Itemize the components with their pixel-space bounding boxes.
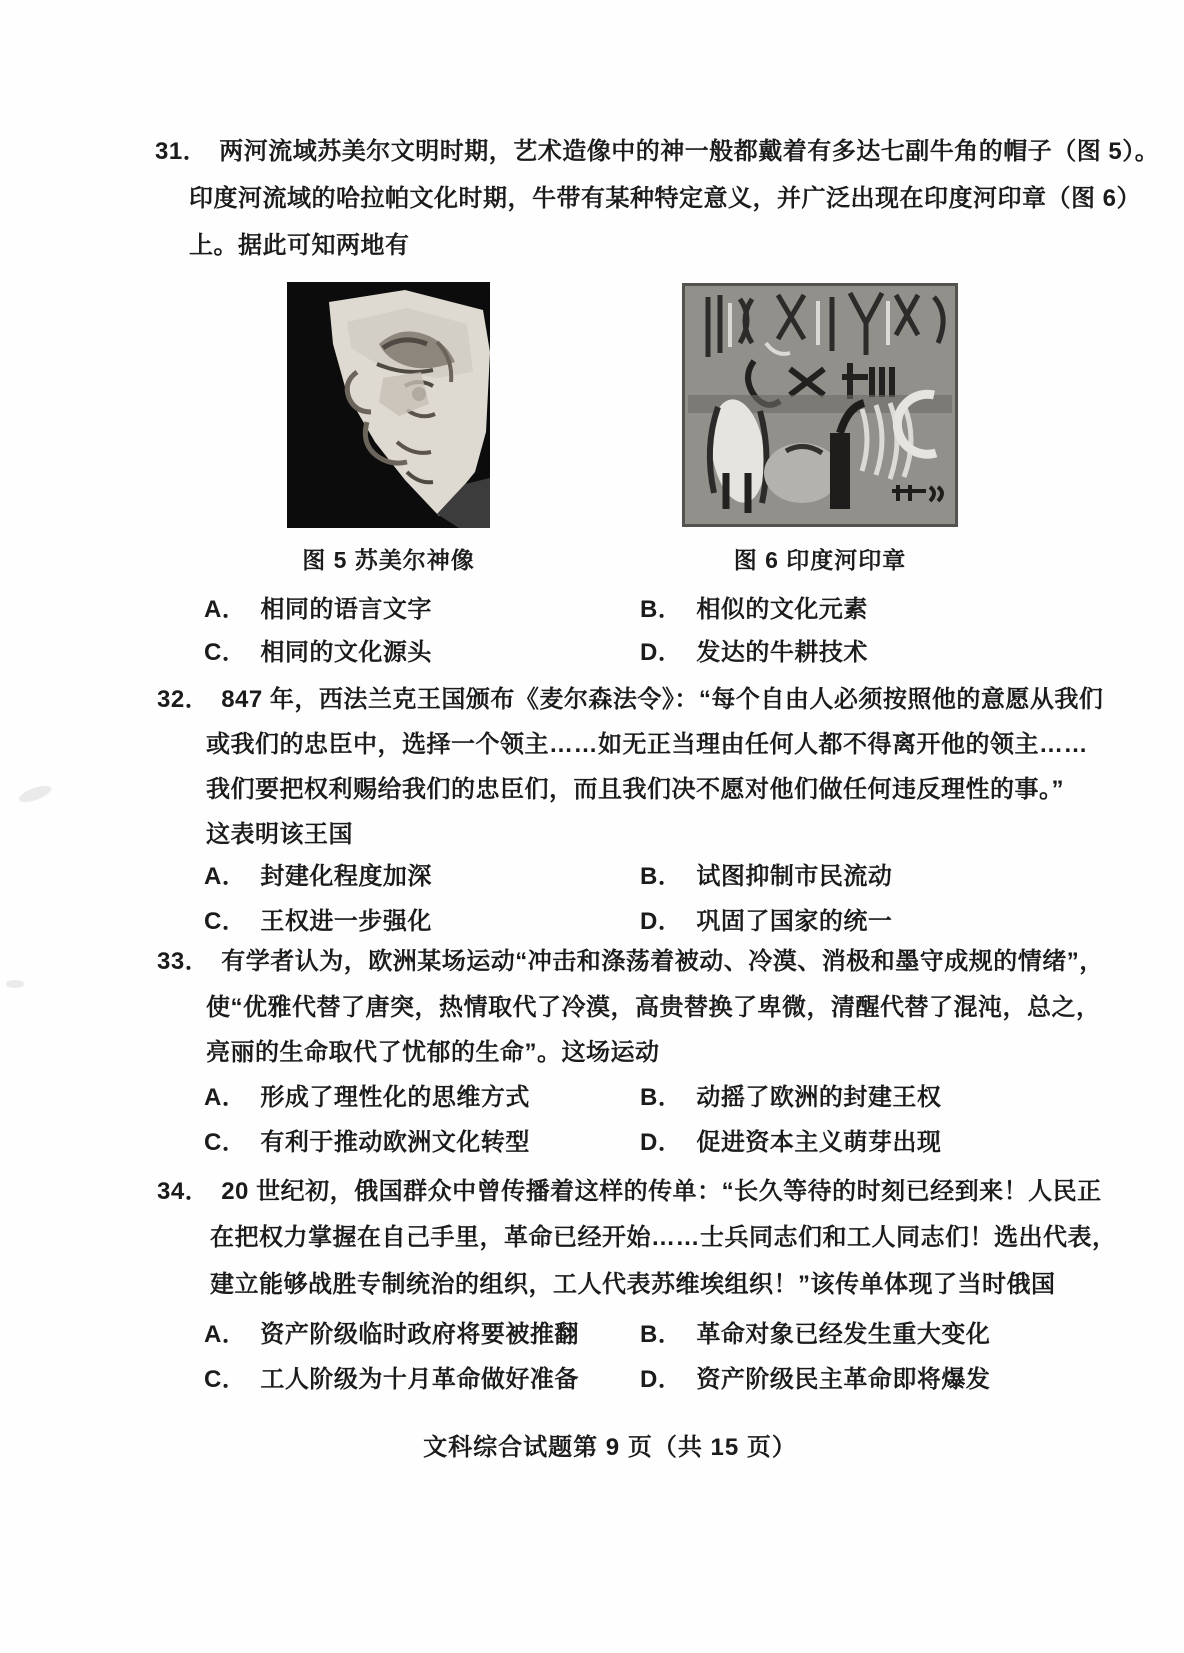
question-34-options-row-1 [0, 1318, 1184, 1352]
question-32-line-4: 这表明该王国 [206, 821, 353, 848]
q31-option-c-text: 相同的文化源头 [260, 639, 432, 666]
q33-option-a-text: 形成了理性化的思维方式 [260, 1084, 530, 1111]
sumerian-statue-drawing [287, 282, 490, 528]
q31-option-a-label: A． [204, 596, 247, 623]
question-32-options-row-2 [0, 905, 1184, 939]
question-31-text-1: 两河流域苏美尔文明时期，艺术造像中的神一般都戴着有多达七副牛角的帽子（图 5）。 [219, 138, 1160, 165]
q31-option-d-text: 发达的牛耕技术 [696, 639, 868, 666]
question-31-options-row-1 [0, 593, 1184, 627]
q34-option-b [640, 1318, 990, 1352]
q32-option-c [204, 905, 432, 939]
question-34-number: 34． [157, 1178, 210, 1205]
q33-option-a-label: A． [204, 1084, 247, 1111]
q33-option-d-label: D． [640, 1129, 683, 1156]
q34-option-a-text: 资产阶级临时政府将要被推翻 [260, 1321, 579, 1348]
q33-option-b-text: 动摇了欧洲的封建王权 [696, 1084, 942, 1111]
question-31-line-2: 印度河流域的哈拉帕文化时期，牛带有某种特定意义，并广泛出现在印度河印章（图 6） [189, 185, 1142, 212]
question-32-line-2: 或我们的忠臣中，选择一个领主……如无正当理由任何人都不得离开他的领主…… [206, 731, 1088, 758]
q32-option-c-label: C． [204, 908, 247, 935]
q33-option-d-text: 促进资本主义萌芽出现 [696, 1129, 942, 1156]
question-34-line-2: 在把权力掌握在自己手里，革命已经开始……士兵同志们和工人同志们！选出代表， [210, 1224, 1117, 1251]
q33-option-c-text: 有利于推动欧洲文化转型 [260, 1129, 530, 1156]
q33-option-c-label: C． [204, 1129, 247, 1156]
scan-smudge [6, 980, 24, 988]
scan-smudge [17, 783, 53, 806]
q33-option-d [640, 1126, 941, 1160]
page-footer: 文科综合试题第 9 页（共 15 页） [423, 1434, 797, 1461]
question-32-options-row-1 [0, 860, 1184, 894]
question-31-line-3: 上。据此可知两地有 [189, 232, 410, 259]
question-33-text-1: 有学者认为，欧洲某场运动“冲击和涤荡着被动、冷漠、消极和墨守成规的情绪”， [221, 948, 1104, 975]
q31-option-a [204, 593, 432, 627]
figure6-caption: 图 6 印度河印章 [733, 547, 907, 573]
q32-option-c-text: 王权进一步强化 [260, 908, 432, 935]
q34-option-b-text: 革命对象已经发生重大变化 [696, 1321, 991, 1348]
question-31-number: 31． [155, 138, 208, 165]
q31-option-c-label: C． [204, 639, 247, 666]
question-31-options-row-2 [0, 636, 1184, 670]
figure5-caption: 图 5 苏美尔神像 [302, 547, 475, 573]
q34-option-d-text: 资产阶级民主革命即将爆发 [696, 1366, 991, 1393]
sumerian-statue-image [287, 282, 490, 528]
q31-option-b [640, 593, 868, 627]
q32-option-a [204, 860, 432, 894]
q34-option-b-label: B． [640, 1321, 683, 1348]
q32-option-d-label: D． [640, 908, 683, 935]
q32-option-b-text: 试图抑制市民流动 [696, 863, 893, 890]
question-32-line-3: 我们要把权利赐给我们的忠臣们，而且我们决不愿对他们做任何违反理性的事。” [206, 776, 1064, 803]
q31-option-c [204, 636, 432, 670]
q34-option-c [204, 1363, 579, 1397]
question-34-options-row-2 [0, 1363, 1184, 1397]
question-32-number: 32． [157, 686, 210, 713]
q34-option-d-label: D． [640, 1366, 683, 1393]
q34-option-c-text: 工人阶级为十月革命做好准备 [260, 1366, 579, 1393]
q32-option-b [640, 860, 892, 894]
q31-option-a-text: 相同的语言文字 [260, 596, 432, 623]
q31-option-d-label: D． [640, 639, 683, 666]
question-34-line-1 [157, 1175, 1102, 1209]
question-33-number: 33． [157, 948, 210, 975]
q33-option-b-label: B． [640, 1084, 683, 1111]
q34-option-a [204, 1318, 579, 1352]
q32-option-d [640, 905, 892, 939]
question-34-text-1: 20 世纪初，俄国群众中曾传播着这样的传单：“长久等待的时刻已经到来！人民正 [221, 1178, 1102, 1205]
q31-option-b-text: 相似的文化元素 [696, 596, 868, 623]
q34-option-d [640, 1363, 990, 1397]
question-33-line-3: 亮丽的生命取代了忧郁的生命”。这场运动 [206, 1039, 660, 1066]
q32-option-a-text: 封建化程度加深 [260, 863, 432, 890]
q32-option-a-label: A． [204, 863, 247, 890]
indus-seal-drawing [682, 283, 958, 527]
question-32-line-1 [157, 683, 1103, 717]
question-32-text-1: 847 年，西法兰克王国颁布《麦尔森法令》：“每个自由人必须按照他的意愿从我们 [221, 686, 1104, 713]
q31-option-d [640, 636, 868, 670]
q32-option-b-label: B． [640, 863, 683, 890]
question-33-line-2: 使“优雅代替了唐突，热情取代了冷漠，高贵替换了卑微，清醒代替了混沌，总之， [206, 994, 1101, 1021]
question-33-options-row-1 [0, 1081, 1184, 1115]
q31-option-b-label: B． [640, 596, 683, 623]
q33-option-c [204, 1126, 530, 1160]
q34-option-c-label: C． [204, 1366, 247, 1393]
question-33-options-row-2 [0, 1126, 1184, 1160]
indus-seal-image [682, 283, 958, 527]
q32-option-d-text: 巩固了国家的统一 [696, 908, 893, 935]
q34-option-a-label: A． [204, 1321, 247, 1348]
question-34-line-3: 建立能够战胜专制统治的组织，工人代表苏维埃组织！”该传单体现了当时俄国 [210, 1271, 1056, 1298]
question-31-line-1 [155, 135, 1159, 169]
q33-option-b [640, 1081, 941, 1115]
question-33-line-1 [157, 945, 1104, 979]
q33-option-a [204, 1081, 530, 1115]
